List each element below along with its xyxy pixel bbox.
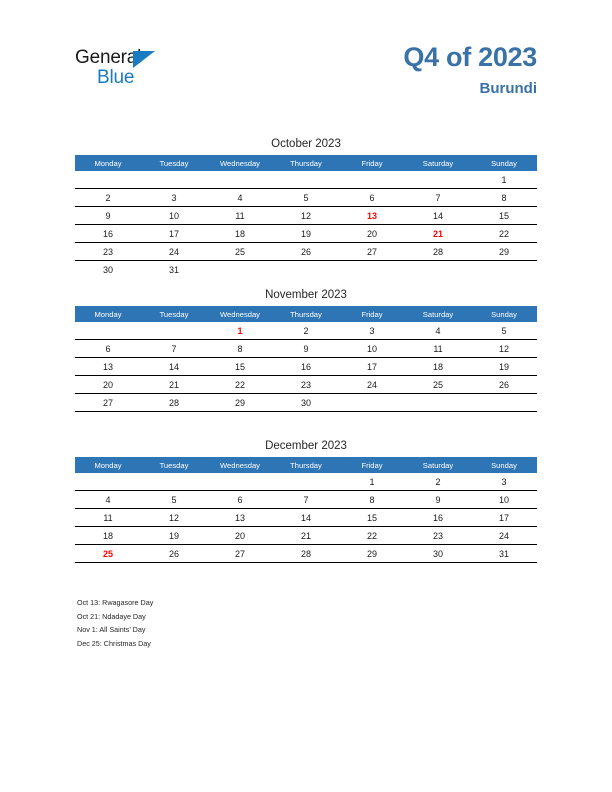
calendar-day[interactable]: 5 xyxy=(141,491,207,509)
calendar-week-row xyxy=(75,225,537,243)
calendar-day-empty xyxy=(405,261,471,279)
calendar-day[interactable]: 25 xyxy=(405,376,471,394)
calendar-week-row xyxy=(75,509,537,527)
calendar-day[interactable]: 19 xyxy=(471,358,537,376)
calendar-day[interactable]: 13 xyxy=(75,358,141,376)
page-subtitle-country: Burundi xyxy=(479,80,537,97)
month-block-october xyxy=(75,135,537,278)
calendar-day[interactable]: 20 xyxy=(75,376,141,394)
calendar-day[interactable]: 23 xyxy=(405,527,471,545)
calendar-day[interactable]: 17 xyxy=(339,358,405,376)
calendar-day[interactable]: 17 xyxy=(471,509,537,527)
weekday-header-tuesday: Tuesday xyxy=(141,457,207,473)
calendar-day[interactable]: 18 xyxy=(75,527,141,545)
calendar-day-holiday[interactable]: 25 xyxy=(75,545,141,563)
title-block xyxy=(403,40,537,99)
weekday-header-saturday: Saturday xyxy=(405,155,471,171)
calendar-day[interactable]: 31 xyxy=(168,264,179,275)
weekday-header-sunday: Sunday xyxy=(471,155,537,171)
weekday-header-monday: Monday xyxy=(75,155,141,171)
calendar-day[interactable]: 16 xyxy=(75,225,141,243)
holiday-legend-item: Nov 1: All Saints’ Day xyxy=(77,625,146,634)
calendar-day[interactable]: 8 xyxy=(339,491,405,509)
calendar-day[interactable]: 5 xyxy=(273,189,339,207)
calendar-body xyxy=(75,473,537,563)
calendar-day[interactable]: 3 xyxy=(471,473,537,491)
calendar-day[interactable]: 5 xyxy=(471,322,537,340)
calendar-day-holiday[interactable]: 21 xyxy=(405,225,471,243)
calendar-day-empty xyxy=(471,261,537,279)
calendar-day[interactable]: 12 xyxy=(273,207,339,225)
month-block-december xyxy=(75,437,537,563)
calendar-day[interactable]: 16 xyxy=(273,358,339,376)
calendar-day[interactable]: 21 xyxy=(141,376,207,394)
calendar-day[interactable]: 1 xyxy=(471,171,537,189)
calendar-day[interactable]: 7 xyxy=(405,189,471,207)
calendar-day-empty xyxy=(339,171,405,189)
weekday-header-row xyxy=(75,306,537,322)
calendar-day[interactable]: 15 xyxy=(207,358,273,376)
holiday-legend xyxy=(77,596,377,650)
calendar-week-row xyxy=(75,189,537,207)
calendar-day[interactable]: 23 xyxy=(273,376,339,394)
calendar-day[interactable]: 28 xyxy=(405,243,471,261)
calendar-day[interactable]: 6 xyxy=(75,340,141,358)
calendar-day-holiday[interactable]: 13 xyxy=(339,207,405,225)
general-blue-logo xyxy=(75,47,255,93)
calendar-day[interactable]: 14 xyxy=(405,207,471,225)
weekday-header-thursday: Thursday xyxy=(273,155,339,171)
calendar-day[interactable]: 2 xyxy=(273,322,339,340)
calendar-day[interactable]: 2 xyxy=(405,473,471,491)
calendar-day-empty xyxy=(273,473,339,491)
calendar-day-empty xyxy=(75,322,141,340)
calendar-day[interactable]: 28 xyxy=(273,545,339,563)
calendar-body xyxy=(75,171,537,278)
calendar-week-row xyxy=(75,376,537,394)
calendar-day[interactable]: 7 xyxy=(141,340,207,358)
calendar-day[interactable]: 14 xyxy=(141,358,207,376)
logo-triangle-icon xyxy=(133,51,155,68)
logo-text-general: General xyxy=(75,47,142,68)
calendar-day[interactable]: 7 xyxy=(273,491,339,509)
calendar-week-row xyxy=(75,322,537,340)
calendar-day[interactable]: 24 xyxy=(141,243,207,261)
calendar-day-empty xyxy=(405,171,471,189)
weekday-header-saturday: Saturday xyxy=(405,306,471,322)
calendar-day[interactable]: 20 xyxy=(339,225,405,243)
calendar-day[interactable]: 25 xyxy=(207,243,273,261)
calendar-day[interactable]: 30 xyxy=(102,264,113,275)
weekday-header-friday: Friday xyxy=(339,306,405,322)
weekday-header-row xyxy=(75,457,537,473)
weekday-header-saturday: Saturday xyxy=(405,457,471,473)
month-title: November 2023 xyxy=(265,289,347,301)
calendar-day[interactable]: 12 xyxy=(471,340,537,358)
calendar-day[interactable]: 12 xyxy=(141,509,207,527)
calendar-day[interactable]: 29 xyxy=(339,545,405,563)
weekday-header-friday: Friday xyxy=(339,457,405,473)
calendar-day[interactable]: 23 xyxy=(75,243,141,261)
calendar-day[interactable]: 24 xyxy=(339,376,405,394)
calendar-day[interactable]: 10 xyxy=(471,491,537,509)
calendar-day-empty xyxy=(207,473,273,491)
calendar-body xyxy=(75,322,537,412)
calendar-day-empty xyxy=(339,394,405,412)
calendar-day[interactable]: 18 xyxy=(405,358,471,376)
calendar-day[interactable]: 10 xyxy=(339,340,405,358)
calendar-day-empty xyxy=(273,261,339,279)
calendar-day[interactable]: 27 xyxy=(75,394,141,412)
calendar-day[interactable]: 9 xyxy=(75,207,141,225)
holiday-legend-item: Oct 21: Ndadaye Day xyxy=(77,611,146,621)
calendar-day-empty xyxy=(207,261,273,279)
calendar-day[interactable]: 1 xyxy=(339,473,405,491)
calendar-day[interactable]: 15 xyxy=(339,509,405,527)
calendar-day-empty xyxy=(141,171,207,189)
calendar-day[interactable]: 30 xyxy=(273,394,339,412)
calendar-week-row xyxy=(75,358,537,376)
calendar-day[interactable]: 8 xyxy=(207,340,273,358)
calendar-day[interactable]: 4 xyxy=(75,491,141,509)
calendar-day[interactable]: 26 xyxy=(471,376,537,394)
page-header xyxy=(0,40,612,120)
calendar-table xyxy=(75,155,537,278)
calendar-day[interactable]: 24 xyxy=(471,527,537,545)
calendar-week-row xyxy=(75,243,537,261)
calendar-day[interactable]: 22 xyxy=(339,527,405,545)
calendar-day-empty xyxy=(141,322,207,340)
calendar-day[interactable]: 8 xyxy=(471,189,537,207)
weekday-header-sunday: Sunday xyxy=(471,457,537,473)
calendar-day[interactable]: 22 xyxy=(471,225,537,243)
calendar-day[interactable]: 15 xyxy=(471,207,537,225)
calendar-day-empty xyxy=(471,394,537,412)
calendar-day[interactable]: 9 xyxy=(273,340,339,358)
weekday-header-tuesday: Tuesday xyxy=(141,155,207,171)
calendar-day[interactable]: 27 xyxy=(207,545,273,563)
calendar-day[interactable]: 19 xyxy=(141,527,207,545)
calendar-day-empty xyxy=(273,171,339,189)
weekday-header-row xyxy=(75,155,537,171)
calendar-week-row xyxy=(75,473,537,491)
calendar-day[interactable]: 6 xyxy=(207,491,273,509)
calendar-week-row xyxy=(75,527,537,545)
calendar-day[interactable]: 22 xyxy=(207,376,273,394)
calendar-day[interactable]: 13 xyxy=(207,509,273,527)
holiday-legend-item: Dec 25: Christmas Day xyxy=(77,638,151,648)
calendar-day[interactable]: 4 xyxy=(207,189,273,207)
calendar-day[interactable]: 10 xyxy=(141,207,207,225)
calendar-day[interactable]: 18 xyxy=(207,225,273,243)
calendar-day[interactable]: 17 xyxy=(141,225,207,243)
calendar-day[interactable]: 4 xyxy=(405,322,471,340)
calendar-day[interactable]: 29 xyxy=(471,243,537,261)
calendar-table xyxy=(75,457,537,563)
month-title: December 2023 xyxy=(265,440,347,452)
holiday-legend-item: Oct 13: Rwagasore Day xyxy=(77,598,154,607)
calendar-day[interactable]: 3 xyxy=(141,189,207,207)
weekday-header-thursday: Thursday xyxy=(273,306,339,322)
calendar-day[interactable]: 29 xyxy=(207,394,273,412)
logo-text-blue: Blue xyxy=(97,67,135,88)
weekday-header-wednesday: Wednesday xyxy=(207,155,273,171)
weekday-header-friday: Friday xyxy=(339,155,405,171)
calendar-day[interactable]: 16 xyxy=(405,509,471,527)
calendar-day[interactable]: 30 xyxy=(405,545,471,563)
calendar-day[interactable]: 31 xyxy=(471,545,537,563)
calendar-week-row xyxy=(75,340,537,358)
calendar-week-row xyxy=(75,394,537,412)
calendar-week-row xyxy=(75,491,537,509)
calendar-day[interactable]: 11 xyxy=(207,207,273,225)
calendar-day-holiday[interactable]: 1 xyxy=(207,322,273,340)
calendar-day-empty xyxy=(405,394,471,412)
calendar-day[interactable]: 28 xyxy=(141,394,207,412)
calendar-day[interactable]: 11 xyxy=(405,340,471,358)
calendar-day[interactable]: 26 xyxy=(141,545,207,563)
month-block-november xyxy=(75,286,537,412)
calendar-day[interactable]: 14 xyxy=(273,509,339,527)
weekday-header-tuesday: Tuesday xyxy=(141,306,207,322)
weekday-header-monday: Monday xyxy=(75,457,141,473)
calendar-week-row xyxy=(75,207,537,225)
weekday-header-wednesday: Wednesday xyxy=(207,457,273,473)
weekday-header-wednesday: Wednesday xyxy=(207,306,273,322)
calendar-day[interactable]: 6 xyxy=(339,189,405,207)
calendar-day[interactable]: 19 xyxy=(273,225,339,243)
weekday-header-sunday: Sunday xyxy=(471,306,537,322)
calendar-day[interactable]: 3 xyxy=(339,322,405,340)
calendar-day[interactable]: 20 xyxy=(207,527,273,545)
calendar-week-row xyxy=(75,545,537,563)
calendar-day-empty xyxy=(207,171,273,189)
calendar-day[interactable]: 26 xyxy=(273,243,339,261)
calendar-day-empty xyxy=(141,473,207,491)
calendar-day[interactable]: 9 xyxy=(405,491,471,509)
calendar-day-empty xyxy=(75,473,141,491)
weekday-header-monday: Monday xyxy=(75,306,141,322)
weekday-header-thursday: Thursday xyxy=(273,457,339,473)
month-title: October 2023 xyxy=(271,138,341,150)
calendar-week-row xyxy=(75,171,537,189)
page-title: Q4 of 2023 xyxy=(403,42,537,72)
calendar-week-row xyxy=(75,261,537,279)
calendar-day[interactable]: 2 xyxy=(75,189,141,207)
calendar-day[interactable]: 21 xyxy=(273,527,339,545)
calendar-day[interactable]: 27 xyxy=(339,243,405,261)
calendar-day-empty xyxy=(339,261,405,279)
calendar-table xyxy=(75,306,537,412)
calendar-day-empty xyxy=(75,171,141,189)
calendar-day[interactable]: 11 xyxy=(75,509,141,527)
